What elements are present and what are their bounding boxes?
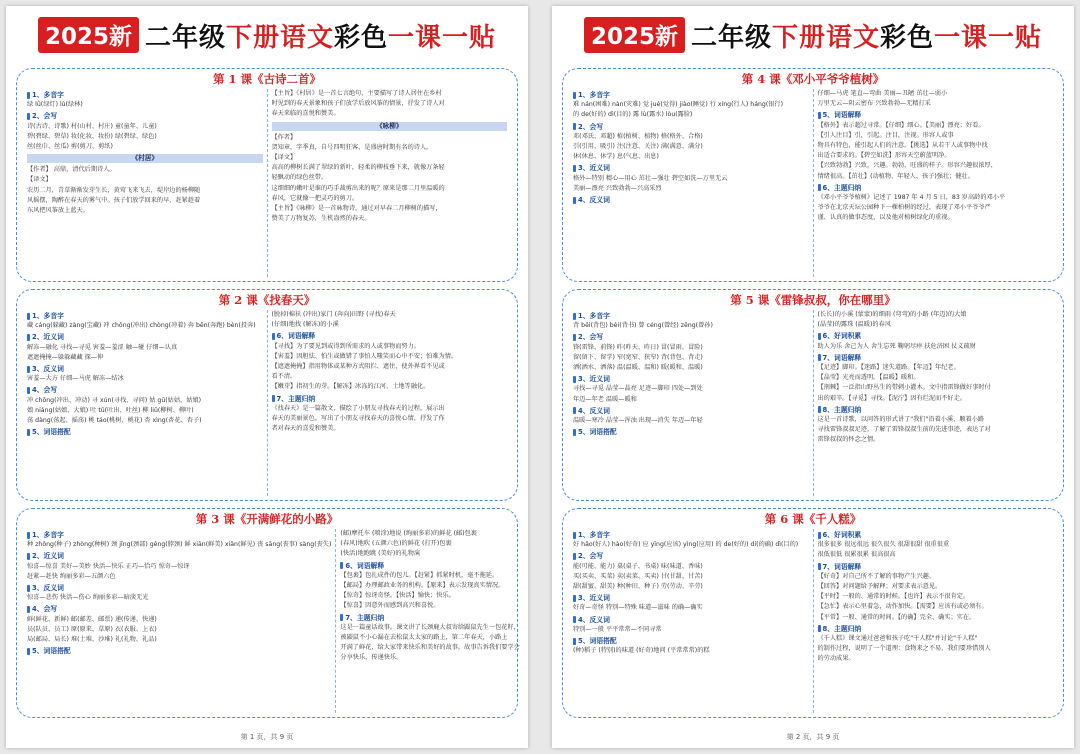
lesson-title: 第 2 课《找春天》 (218, 293, 316, 307)
year-badge: 2025新 (584, 17, 685, 53)
text-line: 爷爷在北京天坛公园种下一棵柏树的经过，表现了邓小平爷爷严 (817, 204, 991, 212)
section-heading: 5、词语搭配 (573, 427, 809, 437)
poem-title-band: 《村居》 (27, 154, 263, 163)
text-line: 【回答】对问题给予解释；对要求表示意见。 (817, 583, 942, 591)
section-heading: 6、词语解释 (340, 561, 519, 571)
text-line: (晶莹)的露珠 (温暖)的春风 (817, 321, 891, 329)
text-line: 【晶莹】光亮而透明。【温暖】暖和。 (817, 374, 920, 382)
text-line: 《找春天》是一篇散文，描绘了小朋友寻找春天的过程，展示出 (271, 404, 445, 412)
text-line: 种 zhǒng(种子) zhòng(种树) 颈 jǐng(颈部) gěng(脖颈) 鲜 xiān(鲜美) xiǎn(鲜见) 丧 sāng(丧事) sàng(丧失) (27, 541, 332, 549)
text-line: 【作者】 (271, 133, 297, 141)
text-line: 这是一首诗歌，以问答的形式讲了"我们"沿着小溪、顺着小路 (817, 416, 985, 424)
section-heading: 3、近义词 (573, 593, 809, 603)
text-line: 【主旨】《咏柳》是一首咏物诗，通过对早春二月柳树的描写， (271, 205, 442, 213)
text-line: 娘 niáng(姑娘、大娘) 吐 tǔ(吐出、吐丝) 柳 liǔ(柳树、柳叶) (27, 406, 194, 414)
text-line: 分享快乐，传递快乐。 (340, 654, 403, 662)
section-heading: 1、多音字 (27, 530, 331, 540)
page-footer: 第 1 页，共 9 页 (240, 733, 294, 741)
text-line: (脱掉)棉袄 (冲出)家门 (奔向)田野 (寻找)春天 (271, 311, 396, 318)
text-line: 【作者】 高鼎，清代后期诗人。 (27, 166, 116, 174)
text-line: 谨、认真的做事态度，以及他对植树绿化的重视。 (817, 214, 954, 222)
text-line: 难 nán(困难) nàn(灾难) 觉 jué(觉得) jiào(睡觉) 行 xíng(行人) háng(银行) (573, 101, 784, 109)
text-line: (仔细)地找 (解冻)的小溪 (271, 321, 339, 329)
text-line: 仔细—马虎 笔直—弯曲 美丽—丑陋 茁壮—弱小 (817, 90, 948, 97)
section-heading: 1、多音字 (27, 311, 263, 321)
text-line: 助人为乐 舍己为人 舍生忘死 鞠躬尽瘁 扶危济困 仗义疏财 (817, 342, 976, 350)
text-line: 惊喜—悲伤 快活—伤心 绚丽多彩—暗淡无光 (27, 594, 149, 602)
text-line: 者对春天的喜爱和赞美。 (271, 425, 340, 433)
text-line: 【惊奇】惊讶奇怪。【快活】愉快；快乐。 (340, 592, 455, 600)
lesson-title: 第 5 课《雷锋叔叔，你在哪里》 (730, 293, 896, 307)
text-line: 这是一篇童话故事。课文讲了长颈鹿大叔寄给鼹鼠先生一包花籽， (340, 623, 520, 631)
section-heading: 7、主题归纳 (340, 613, 519, 623)
text-line: 【兴致勃勃】兴致，兴趣。勃勃，旺盛的样子。形容兴趣很浓厚， (817, 162, 997, 170)
text-line: 绿 lǜ(绿灯) lù(绿林) (27, 101, 83, 109)
section-heading: 2、会写 (573, 122, 809, 132)
text-line: 【好奇】对自己所不了解的事物产生兴趣。 (817, 572, 936, 580)
text-line: 洒(洒水、洒落) 温(温暖、温和) 暖(暖和、温暖) (573, 364, 703, 372)
section-heading: 4、反义词 (573, 195, 809, 205)
section-heading: 4、会写 (27, 604, 331, 614)
section-heading: 7、词语解释 (818, 562, 1054, 572)
section-heading: 2、近义词 (27, 332, 263, 342)
page-footer: 第 2 页，共 9 页 (786, 733, 840, 741)
section-heading: 7、词语解释 (818, 353, 1054, 363)
lesson-card-3 (16, 508, 518, 718)
section-heading: 4、会写 (27, 385, 263, 395)
text-line: 温暖—寒冷 晶莹—浑浊 出现—消失 年迈—年轻 (573, 417, 703, 425)
lesson-right-column (813, 310, 1058, 496)
text-line: 【平时】一般的、通常的时候。【也许】表示不很肯定。 (817, 593, 970, 601)
text-line: 好奇—奇怪 特别—特殊 味道—滋味 的确—确实 (573, 604, 703, 612)
text-line: 鲜(鲜花、新鲜) 邮(邮差、邮票) 递(传递、快递) (27, 615, 157, 623)
text-line: 诗(古诗、诗歌) 村(山村、村庄) 童(童年、儿童) (27, 122, 157, 130)
text-line: 寻找雷锋叔叔足迹，了解了雷锋叔叔生前的先进事迹，表达了对 (817, 426, 991, 434)
section-heading: 1、多音字 (27, 90, 263, 100)
lesson-title: 第 1 课《古诗二首》 (212, 72, 321, 86)
text-line: 【急忙】表示心里着急，动作加快。【需要】应该有或必须有。 (817, 603, 988, 611)
text-line: 时见到的春天景象和孩子们放学后放风筝的情景，抒发了诗人对 (271, 100, 445, 108)
lesson-right-column (267, 89, 512, 277)
text-line: 【译文】 (27, 176, 52, 184)
title-part-d: 一课一贴 (934, 22, 1043, 53)
lesson-title: 第 6 课《千人糕》 (764, 512, 862, 526)
section-heading: 8、主题归纳 (818, 405, 1054, 415)
text-line: 留(留下、留学) 窄(宽窄、狭窄) 背(背包、背走) (573, 353, 703, 361)
text-line: 看不清。 (271, 373, 297, 381)
page-title (145, 17, 496, 54)
text-line: 丝(丝巾、丝瓜) 剪(剪刀、剪纸) (27, 143, 113, 151)
text-line: 【惊喜】因意外而感到高兴和喜悦。 (340, 602, 440, 610)
lesson-right-column (813, 89, 1058, 277)
text-line: 这细细的嫩叶是谁的巧手裁剪出来的呢？原来是那二月里温暖的 (271, 184, 445, 192)
section-heading: 2、会写 (573, 551, 809, 561)
text-line: 遮遮掩掩—躲躲藏藏 探—伸 (27, 353, 104, 361)
text-line: 【格外】表示超过寻常。【仔细】细心。【美丽】漂亮；好看。 (817, 121, 985, 129)
section-heading: 4、反义词 (573, 406, 809, 416)
text-line: 出适合要求的。【碧空如洗】形容天空蔚蓝明净。 (817, 152, 951, 160)
section-heading: 6、词语解释 (272, 331, 508, 341)
section-heading: 2、近义词 (27, 551, 331, 561)
section-heading: 6、主题归纳 (818, 183, 1054, 193)
text-line: 轻飘动的绿色丝带。 (271, 174, 328, 182)
text-line: 【译文】 (271, 154, 297, 162)
text-line: 《千人糕》课文通过爸爸和孩子吃"千人糕"并讨论"千人糕" (817, 635, 978, 643)
text-line: 很多很多 很远很远 很久很久 很甜很甜 很重很重 (817, 541, 950, 549)
title-part-b: 下册语文 (771, 22, 880, 53)
text-line: 【足迹】脚印。【迷路】迷失道路。【年迈】年纪老。 (817, 364, 960, 372)
text-line: 高高的柳树长满了翠绿的新叶，轻柔的柳枝垂下来，就像万条轻 (271, 164, 445, 172)
page-header (6, 6, 528, 62)
text-line: 的制作过程，说明了一个道理：食物来之不易，我们要珍惜别人 (817, 645, 991, 653)
text-line: 甜(甜蜜、甜美) 种(种田、种子) 劳(劳动、辛劳) (573, 583, 703, 591)
lesson-card-1 (16, 68, 518, 282)
text-line: (快活)地跑跳 (美好)的礼物演 (340, 550, 421, 558)
text-line: 风摇摆，陶醉在春天的雾气中。孩子们放学回来的早，赶紧趁着 (27, 196, 201, 204)
lesson-title: 第 4 课《邓小平爷爷植树》 (741, 72, 885, 86)
text-line: 春风，它就像一把灵巧的剪刀。 (271, 194, 359, 202)
text-line: 员(队员、员工) 原(原来、草原) 衣(衣服、上衣) (27, 625, 157, 633)
title-part-b: 下册语文 (225, 22, 334, 53)
text-line: 冲 chōng(冲出、冲动) 寻 xún(寻找、寻问) 姑 gū(姑姑、姑娘) (27, 396, 202, 404)
title-part-c: 彩色 (880, 22, 935, 53)
lesson-left-column (569, 529, 813, 713)
section-heading: 3、反义词 (27, 583, 331, 593)
section-heading: 3、近义词 (573, 163, 809, 173)
text-line: 【平常】一般、通常的时间。【的确】完全、确实；实在。 (817, 613, 976, 621)
text-line: 【荆棘】一泛指山野丛生的带刺小灌木。文中指雷锋做好事时付 (817, 384, 991, 392)
text-line: (邮)摩托车 (喷涂)地说 (绚丽多彩)的鲜花 (邮)包裹 (340, 530, 477, 537)
section-heading: 5、词语解释 (818, 110, 1054, 120)
text-line: 被鼹鼠不小心漏在去松鼠太太家的路上，第二年春天，小路上 (340, 634, 508, 642)
section-heading: 1、多音字 (573, 530, 809, 540)
text-line: 物具有特色，能引起人们的注意。【挑选】从若干人或事物中找 (817, 142, 988, 150)
text-line: 的劳动成果。 (817, 655, 855, 663)
lesson-card-6 (562, 508, 1064, 718)
section-heading: 3、近义词 (573, 374, 809, 384)
text-line: 【寻找】为了要见到或得到所需求的人或事物而努力。 (271, 342, 420, 350)
text-line: 寻找—寻觅 晶莹—晶亮 足迹—脚印 四处—到处 (573, 385, 703, 393)
text-line: 春天的美丽景色。写出了小朋友寻找春天的喜悦心情，抒发了作 (271, 415, 445, 423)
text-line: 《邓小平爷爷植树》记述了 1987 年 4 月 5 日，83 岁高龄的邓小平 (817, 194, 1006, 202)
text-line: (种)稻子 (特别)的味道 (好奇)地问 (平常常常)的糕 (573, 647, 710, 655)
lesson-left-column (569, 310, 813, 496)
section-heading: 4、反义词 (573, 615, 809, 625)
text-line: 【邮局】办理邮政业务的机构。【原来】表示发现真实情况。 (340, 582, 505, 590)
lesson-right-column (267, 310, 512, 496)
section-heading: 8、主题归纳 (818, 624, 1054, 634)
text-line: 能(可能、能力) 桌(桌子、书桌) 味(味道、香味) (573, 562, 703, 570)
lesson-right-column (335, 529, 523, 713)
text-line: 特别—一般 平平常常—不同寻常 (573, 625, 662, 633)
text-line: 藏 cáng(躲藏) zàng(宝藏) 冲 chōng(冲出) chòng(冲着) 奔 bēn(奔跑) bèn(投奔) (27, 322, 256, 330)
text-line: 赶紧—赶快 绚丽多彩—五颜六色 (27, 572, 116, 580)
text-line: 情绪很高。【茁壮】(动植物、年轻人、孩子)强壮；健壮。 (817, 172, 974, 180)
text-line: 万里无云—阴云密布 兴致勃勃—无精打采 (817, 100, 931, 108)
text-line: 格外—特别 精心—用心 茁壮—强壮 碧空如洗—万里无云 (573, 174, 728, 182)
text-line: (长长)的小溪 (蒙蒙)的细雨 (弯弯)的小路 (年迈)的大娘 (817, 311, 967, 318)
section-heading: 5、词语搭配 (27, 646, 331, 656)
text-line: 锋(雷锋、前锋) 昨(昨天、昨日) 冒(冒雨、冒险) (573, 343, 703, 351)
lesson-left-column (23, 89, 267, 277)
text-line: 【遮遮掩掩】指用物体或某种方式阻拦、遮住，使外界看不见或 (271, 363, 445, 371)
section-heading: 1、多音字 (573, 90, 809, 100)
page-1 (6, 6, 528, 748)
text-line: 农历二月，青草渐渐发芽生长，黄莺飞来飞去，堤岸边的杨柳随 (27, 186, 201, 194)
text-line: 好 hǎo(好人) hào(好奇) 应 yīng(应该) yìng(应用) 的 de(好的) dí(的确) dì(目的) (573, 541, 799, 549)
section-heading: 6、好词积累 (818, 331, 1054, 341)
title-part-a: 二年级 (690, 22, 772, 53)
text-line: 买(买卖、买菜) 卖(卖菜、买卖) 甘(甘甜、甘苦) (573, 572, 703, 580)
page-header (552, 6, 1074, 62)
text-line: 年迈—年老 温暖—暖和 (573, 395, 637, 403)
title-part-c: 彩色 (334, 22, 389, 53)
lesson-left-column (23, 310, 267, 496)
text-line: 【包裹】包扎成件的包儿。【赶紧】抓紧时机，毫不拖延。 (340, 571, 499, 579)
section-heading: 3、反义词 (27, 364, 263, 374)
lesson-title: 第 3 课《开满鲜花的小路》 (195, 512, 339, 526)
lesson-right-column (813, 529, 1058, 713)
text-line: 引(引用、吸引) 注(注意、关注) 满(满意、满分) (573, 143, 703, 151)
lesson-card-5 (562, 289, 1064, 501)
text-line: 【害羞】因胆怯、怕生或做错了事怕人嗤笑而心中不安；怕难为情。 (271, 352, 458, 360)
text-line: 【主旨】《村居》是一首七言绝句，主要描写了诗人居住在乡村 (271, 90, 442, 97)
text-line: 害羞—大方 仔细—马虎 解冻—结冰 (27, 375, 124, 383)
text-line: 赞美了万物复苏，生机盎然的春天。 (271, 215, 371, 223)
section-heading: 5、词语搭配 (573, 636, 809, 646)
text-line: 东风把风筝放上蓝天。 (27, 207, 89, 215)
text-line: (春风)地吹 (五颜六色)的鲜花 (打开)包裹 (340, 540, 452, 548)
title-part-a: 二年级 (144, 22, 226, 53)
section-heading: 2、会写 (573, 332, 809, 342)
lesson-card-4 (562, 68, 1064, 282)
text-line: 局(邮局、局长) 堆(土堆、沙堆) 礼(礼物、礼品) (27, 636, 157, 644)
lesson-left-column (23, 529, 335, 713)
text-line: 贺知章，字季真，自号四明狂客，是盛唐时期有名的诗人。 (271, 143, 433, 151)
text-line: 休(休息、休学) 息(气息、出息) (573, 153, 659, 161)
text-line: 惊喜—惊喜 美好—美妙 快活—快乐 正巧—恰巧 惊奇—惊讶 (27, 562, 190, 570)
lesson-card-2 (16, 289, 518, 501)
text-line: 美丽—漂亮 兴致勃勃—兴高采烈 (573, 184, 662, 192)
text-line: 雷锋叔叔的怀念之情。 (817, 436, 880, 444)
text-line: 荡 dàng(荡起、摇荡) 桃 táo(桃树、桃花) 杏 xìng(杏花、杏子) (27, 417, 202, 425)
title-part-d: 一课一贴 (388, 22, 497, 53)
text-line: 出的艰辛。【寻觅】寻找。【泥泞】因有烂泥而不好走。 (817, 394, 966, 402)
text-line: 碧(碧绿、碧草) 妆(化妆、妆扮) 绿(碧绿、绿色) (27, 132, 157, 140)
section-heading: 1、多音字 (573, 311, 809, 321)
text-line: 春天来临的喜悦和赞美。 (271, 110, 340, 118)
poem-title-band: 《咏柳》 (272, 122, 508, 131)
text-line: 邓(邓氏、邓超) 植(植树、植物) 格(格外、合格) (573, 132, 703, 140)
lesson-left-column (569, 89, 813, 277)
section-heading: 7、主题归纳 (272, 394, 508, 404)
section-heading: 5、词语搭配 (27, 427, 263, 437)
section-heading: 6、好词积累 (818, 530, 1054, 540)
year-badge: 2025新 (38, 17, 139, 53)
page-2 (552, 6, 1074, 748)
text-line: 很低很低 很累很累 很高很高 (817, 551, 896, 559)
text-line: 的 de(好的) dì(目的) 露 lù(露水) lòu(露脸) (573, 111, 693, 119)
text-line: 【嫩芽】指初生的芽。【解冻】冰冻的江河、土地等融化。 (271, 383, 430, 391)
text-line: 【引人注目】引，引起。注目，注视。形容人或事 (817, 131, 954, 139)
text-line: 开满了鲜花，给大家带来快乐和美好的故事。故事告诉我们要学会 (340, 644, 520, 652)
text-line: 解冻—融化 寻找—寻觅 害羞—羞涩 触—碰 仔细—认真 (27, 343, 178, 351)
text-line: 背 bēi(背包) bèi(背书) 曾 céng(曾经) zēng(曾孙) (573, 322, 713, 330)
section-heading: 2、会写 (27, 111, 263, 121)
page-title (691, 17, 1042, 54)
